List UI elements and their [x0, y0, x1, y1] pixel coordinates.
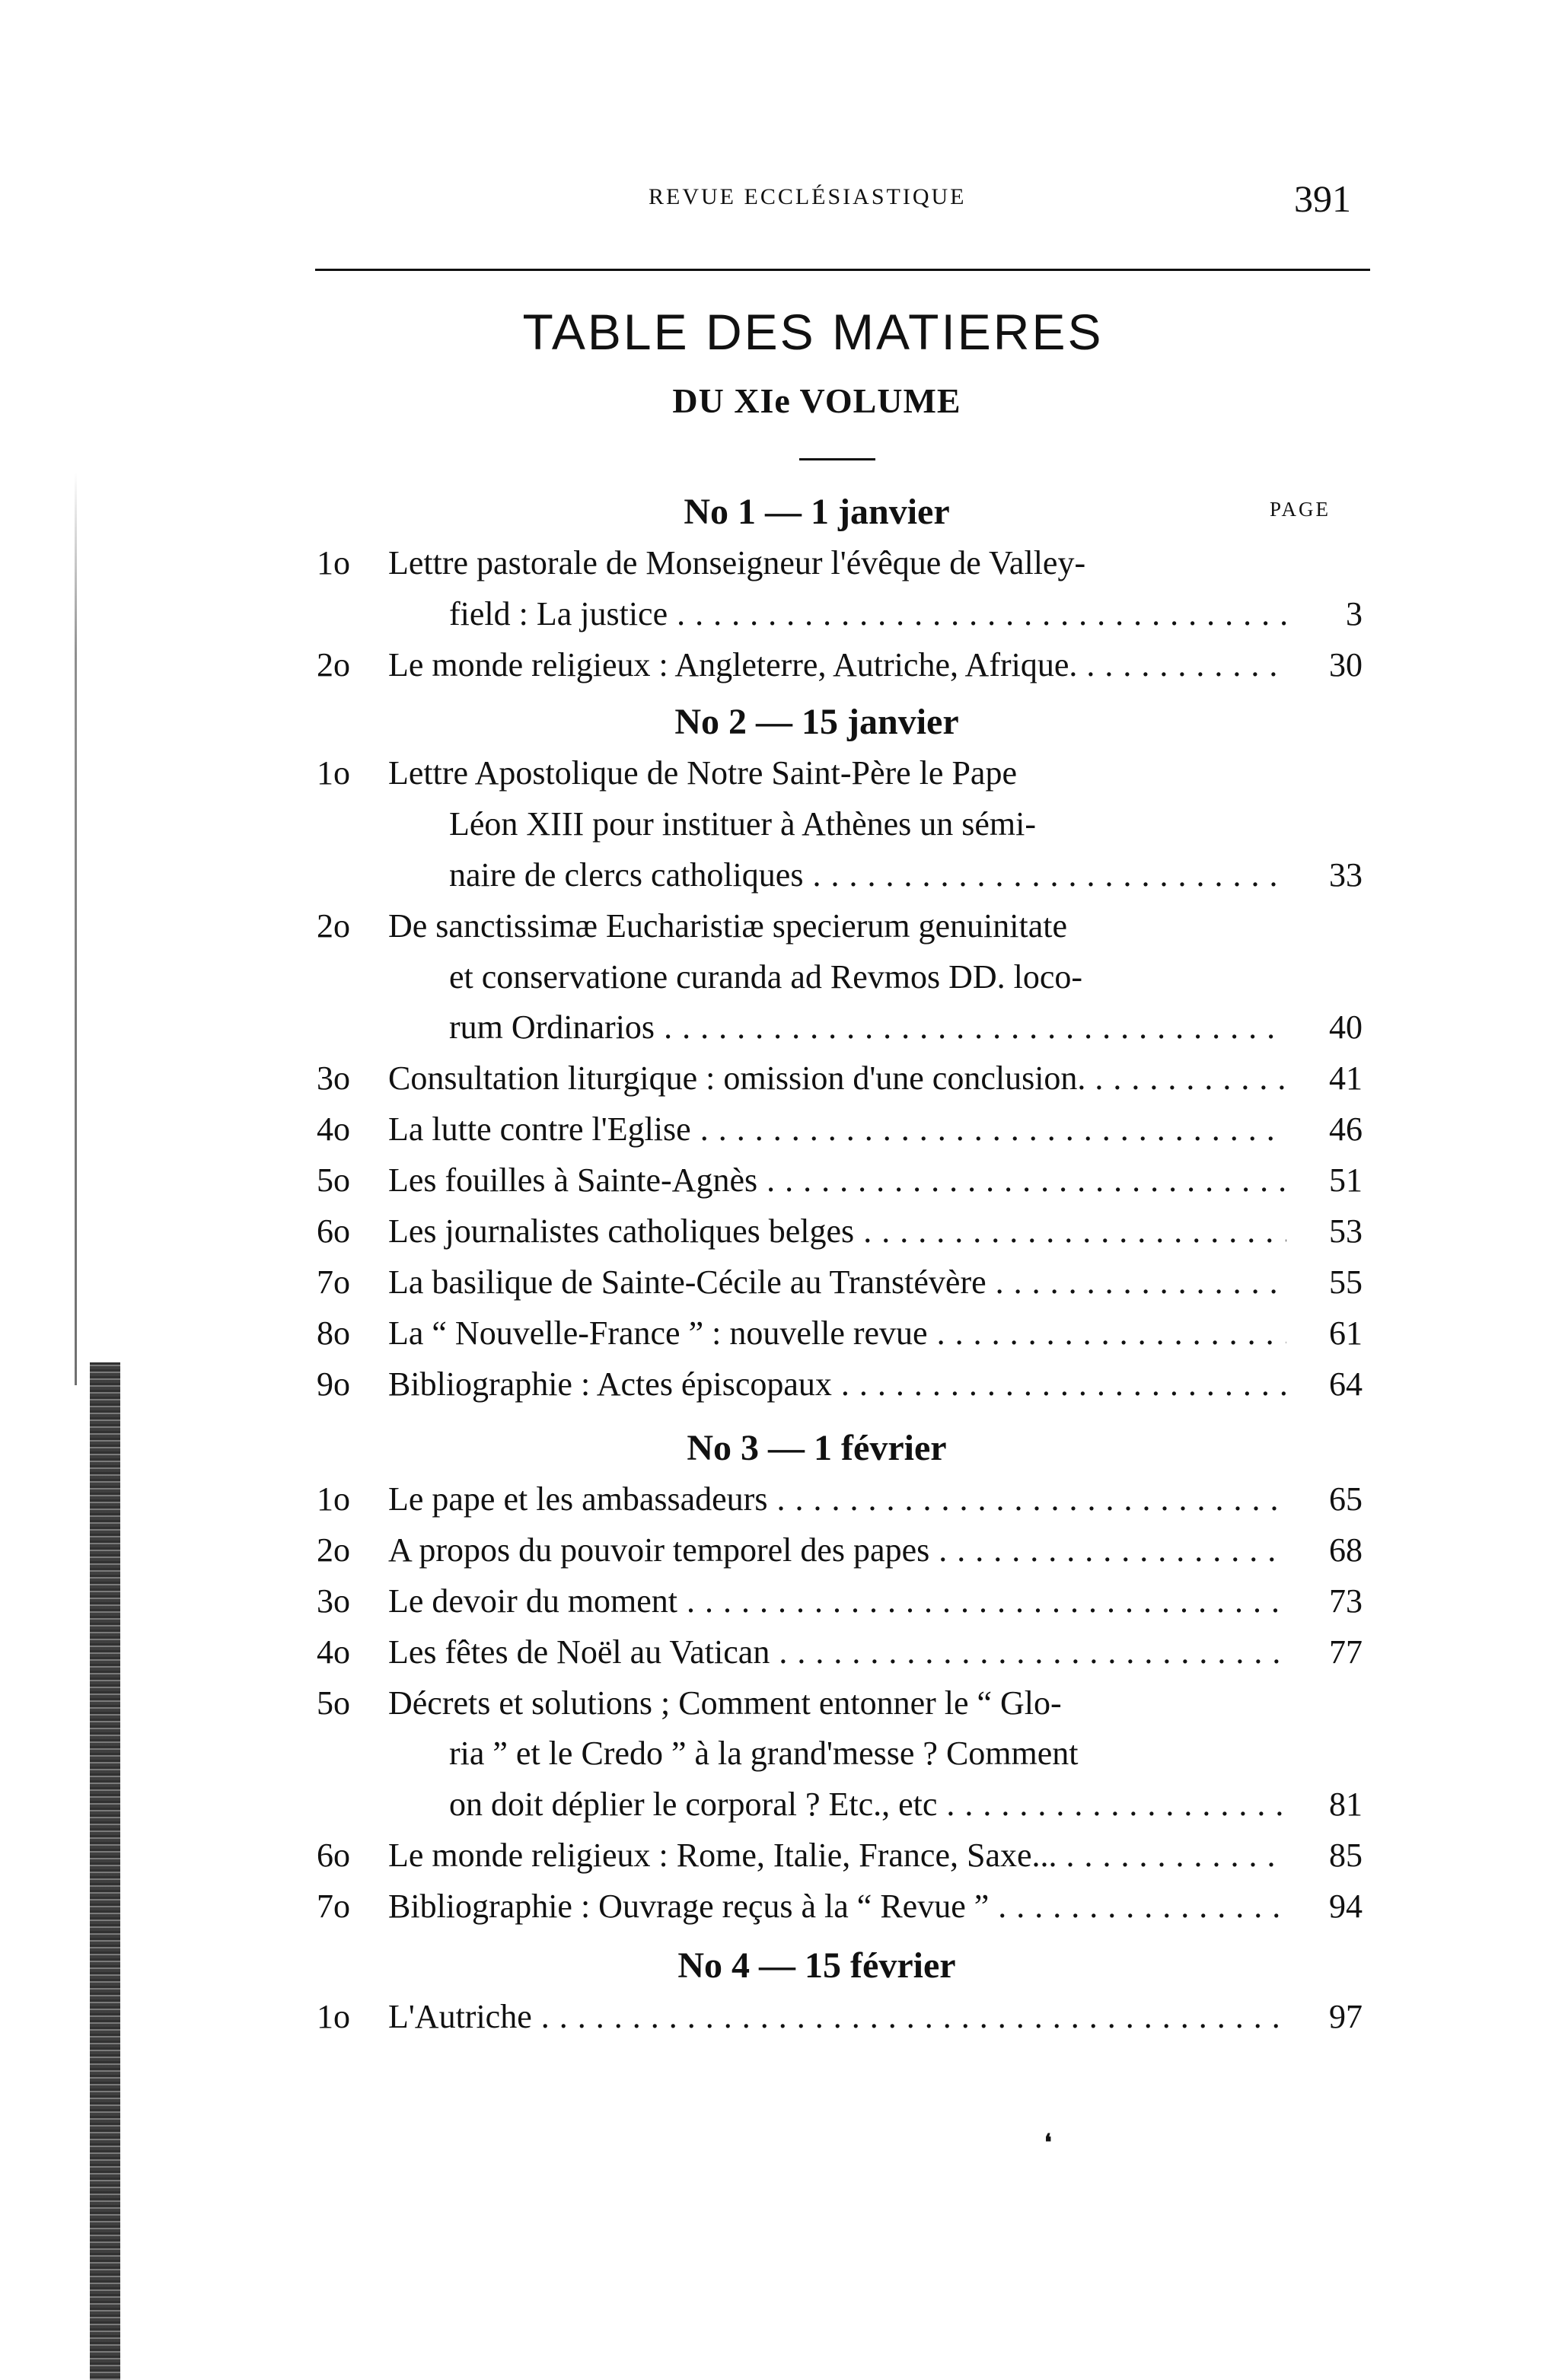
section-heading: No 3 — 1 février — [687, 1428, 947, 1468]
entry-page-number: 94 — [1329, 1888, 1363, 1926]
toc-entry-line — [0, 1728, 1565, 1779]
entry-page-number: 97 — [1329, 1997, 1363, 2035]
entry-title: Lettre pastorale de Monseigneur l'évêque de Valley- — [388, 543, 1086, 581]
toc-entry-line — [0, 1053, 1565, 1104]
entry-title: La lutte contre l'Eglise . . . — [388, 1104, 1286, 1155]
toc-entry-line — [0, 1992, 1565, 2042]
entry-number: 6o — [317, 1837, 350, 1875]
entry-number: 2o — [317, 645, 350, 683]
entry-page-number: 41 — [1329, 1059, 1363, 1098]
toc-entry-line — [0, 1002, 1565, 1053]
toc-entry-line — [0, 952, 1565, 1002]
toc-entry-line — [0, 640, 1565, 690]
toc-entry-line — [0, 1678, 1565, 1728]
entry-number: 2o — [317, 906, 350, 945]
entry-number: 1o — [317, 754, 350, 792]
entry-number: 9o — [317, 1365, 350, 1403]
entry-title: Les fêtes de Noël au Vatican . . . — [388, 1627, 1286, 1677]
entry-title: rum Ordinarios . . . — [449, 1002, 1286, 1053]
entry-number: 3o — [317, 1582, 350, 1620]
toc-entry-line — [0, 1779, 1565, 1830]
toc-entry-line — [0, 1257, 1565, 1308]
entry-number: 8o — [317, 1314, 350, 1352]
toc-entry-line — [0, 901, 1565, 951]
entry-title: ria ” et le Credo ” à la grand'messe ? Comment — [449, 1735, 1079, 1773]
entry-number: 4o — [317, 1633, 350, 1671]
entry-title: Les fouilles à Sainte-Agnès . . . — [388, 1155, 1286, 1206]
toc-entry-line — [0, 1881, 1565, 1932]
entry-number: 7o — [317, 1888, 350, 1926]
entry-number: 3o — [317, 1059, 350, 1098]
toc-entry-line — [0, 1104, 1565, 1155]
entry-title: A propos du pouvoir temporel des papes . . . — [388, 1525, 1286, 1576]
toc-entry-line — [0, 1627, 1565, 1677]
page-number: 391 — [1294, 177, 1351, 220]
entry-title: Les journalistes catholiques belges . . . — [388, 1206, 1286, 1257]
toc-entry-line — [0, 748, 1565, 798]
entry-number: 1o — [317, 1480, 350, 1518]
entry-title: Le monde religieux : Rome, Italie, France, Saxe... . . . — [388, 1830, 1286, 1881]
toc-entry-line — [0, 1155, 1565, 1206]
journal-title: REVUE ECCLÉSIASTIQUE — [649, 184, 967, 209]
entry-number: 5o — [317, 1161, 350, 1200]
entry-page-number: 61 — [1329, 1314, 1363, 1352]
entry-number: 7o — [317, 1263, 350, 1301]
page-subtitle: DU XIe VOLUME — [672, 381, 961, 420]
entry-page-number: 77 — [1329, 1633, 1363, 1671]
entry-title: Le devoir du moment . . . — [388, 1576, 1286, 1626]
entry-page-number: 65 — [1329, 1480, 1363, 1518]
entry-title: Le monde religieux : Angleterre, Autriche, Afrique. . . . — [388, 640, 1286, 690]
entry-page-number: 33 — [1329, 855, 1363, 894]
toc-entry-line — [0, 1359, 1565, 1410]
entry-title: L'Autriche . . . — [388, 1992, 1286, 2042]
entry-title: Léon XIII pour instituer à Athènes un sémi- — [449, 804, 1037, 843]
entry-page-number: 85 — [1329, 1837, 1363, 1875]
ink-mark: ❛ — [1044, 2130, 1052, 2155]
entry-number: 1o — [317, 1997, 350, 2035]
entry-page-number: 53 — [1329, 1212, 1363, 1250]
entry-title: Bibliographie : Ouvrage reçus à la “ Revue ” . . . — [388, 1881, 1286, 1932]
toc-entry-line — [0, 538, 1565, 588]
entry-number: 5o — [317, 1684, 350, 1722]
entry-page-number: 68 — [1329, 1531, 1363, 1569]
entry-page-number: 51 — [1329, 1161, 1363, 1200]
toc-entry-line — [0, 1576, 1565, 1626]
toc-entry-line — [0, 1525, 1565, 1576]
entry-title: Bibliographie : Actes épiscopaux . . . — [388, 1359, 1286, 1410]
entry-page-number: 81 — [1329, 1786, 1363, 1824]
entry-title: Lettre Apostolique de Notre Saint-Père le Pape — [388, 754, 1017, 792]
entry-number: 1o — [317, 543, 350, 581]
section-heading: No 2 — 15 janvier — [674, 702, 959, 742]
entry-page-number: 30 — [1329, 645, 1363, 683]
entry-title: naire de clercs catholiques . . . — [449, 850, 1286, 900]
section-heading: No 1 — 1 janvier — [684, 492, 950, 532]
entry-page-number: 46 — [1329, 1110, 1363, 1149]
entry-title: Consultation liturgique : omission d'une conclusion. . . . — [388, 1053, 1286, 1104]
entry-number: 2o — [317, 1531, 350, 1569]
toc-entry-line — [0, 850, 1565, 900]
entry-page-number: 73 — [1329, 1582, 1363, 1620]
entry-page-number: 3 — [1346, 594, 1363, 632]
toc-entry-line — [0, 1474, 1565, 1525]
entry-page-number: 40 — [1329, 1008, 1363, 1047]
entry-title: La “ Nouvelle-France ” : nouvelle revue . . . — [388, 1308, 1286, 1359]
entry-number: 6o — [317, 1212, 350, 1250]
page-title: TABLE DES MATIERES — [522, 304, 1104, 360]
page-column-label: PAGE — [1270, 498, 1331, 521]
toc-entry-line — [0, 1308, 1565, 1359]
entry-title: Le pape et les ambassadeurs . . . — [388, 1474, 1286, 1525]
toc-entry-line — [0, 799, 1565, 849]
section-heading: No 4 — 15 février — [677, 1945, 956, 1986]
entry-page-number: 64 — [1329, 1365, 1363, 1403]
entry-title: field : La justice . . . — [449, 589, 1286, 639]
toc-entry-line — [0, 1830, 1565, 1881]
entry-title: De sanctissimæ Eucharistiæ specierum genuinitate — [388, 906, 1068, 945]
entry-title: on doit déplier le corporal ? Etc., etc . . . — [449, 1779, 1286, 1830]
entry-title: Décrets et solutions ; Comment entonner le “ Glo- — [388, 1684, 1062, 1722]
entry-page-number: 55 — [1329, 1263, 1363, 1301]
entry-title: La basilique de Sainte-Cécile au Transtévère . . . — [388, 1257, 1286, 1308]
entry-number: 4o — [317, 1110, 350, 1149]
toc-entry-line — [0, 1206, 1565, 1257]
entry-title: et conservatione curanda ad Revmos DD. loco- — [449, 957, 1083, 996]
toc-entry-line — [0, 589, 1565, 639]
